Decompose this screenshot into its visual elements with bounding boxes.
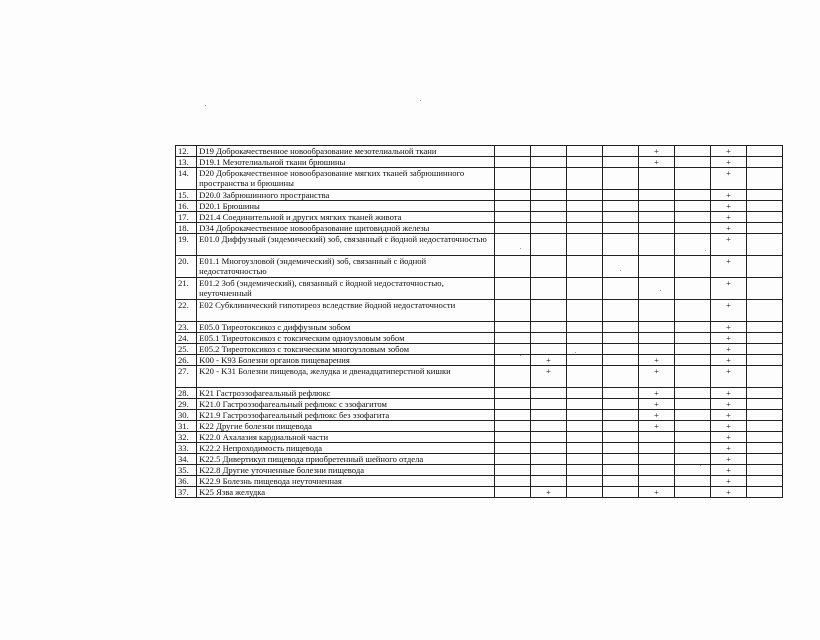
mark-cell-5: + (638, 410, 674, 421)
diagnosis-name: E02 Субклинический гипотиреоз вследствие йодной недостаточности (197, 300, 495, 322)
mark-cell-5 (638, 212, 674, 223)
mark-cell-5 (638, 201, 674, 212)
table-row (176, 146, 783, 157)
mark-cell-8 (746, 421, 782, 432)
mark-cell-6 (674, 157, 710, 168)
mark-cell-6 (674, 465, 710, 476)
mark-cell-3 (566, 256, 602, 278)
mark-cell-6 (674, 168, 710, 190)
mark-cell-1 (494, 157, 530, 168)
diagnosis-name: E05.0 Тиреотоксикоз с диффузным зобом (197, 322, 495, 333)
mark-cell-1 (494, 487, 530, 498)
mark-cell-7: + (710, 322, 746, 333)
mark-cell-6 (674, 355, 710, 366)
mark-cell-8 (746, 201, 782, 212)
scan-speck (705, 250, 706, 251)
mark-cell-7: + (710, 190, 746, 201)
table-row (176, 256, 783, 278)
mark-cell-1 (494, 476, 530, 487)
mark-cell-7: + (710, 256, 746, 278)
mark-cell-5 (638, 432, 674, 443)
mark-cell-5: + (638, 421, 674, 432)
mark-cell-3 (566, 476, 602, 487)
table-row (176, 487, 783, 498)
mark-cell-3 (566, 223, 602, 234)
mark-cell-8 (746, 454, 782, 465)
diagnosis-name: D19 Доброкачественное новообразование мезотелиальной ткани (197, 146, 495, 157)
row-number: 36. (176, 476, 197, 487)
mark-cell-3 (566, 487, 602, 498)
mark-cell-7: + (710, 355, 746, 366)
mark-cell-8 (746, 157, 782, 168)
mark-cell-3 (566, 366, 602, 388)
diagnosis-name: K21.9 Гастроэзофагеальный рефлюкс без эзофагита (197, 410, 495, 421)
mark-cell-5: + (638, 388, 674, 399)
mark-cell-6 (674, 454, 710, 465)
diagnosis-name: K22.9 Болезнь пищевода неуточненная (197, 476, 495, 487)
mark-cell-2 (530, 234, 566, 256)
mark-cell-4 (602, 355, 638, 366)
mark-cell-2 (530, 410, 566, 421)
mark-cell-6 (674, 476, 710, 487)
mark-cell-2 (530, 278, 566, 300)
mark-cell-4 (602, 399, 638, 410)
mark-cell-8 (746, 333, 782, 344)
mark-cell-4 (602, 212, 638, 223)
diagnosis-name: K22.0 Ахалазия кардиальной части (197, 432, 495, 443)
mark-cell-4 (602, 421, 638, 432)
diagnosis-name: D20.0 Забрюшинного пространства (197, 190, 495, 201)
mark-cell-4 (602, 465, 638, 476)
mark-cell-1 (494, 256, 530, 278)
table-row (176, 355, 783, 366)
mark-cell-3 (566, 234, 602, 256)
row-number: 31. (176, 421, 197, 432)
mark-cell-2 (530, 146, 566, 157)
mark-cell-6 (674, 443, 710, 454)
mark-cell-8 (746, 465, 782, 476)
mark-cell-7: + (710, 487, 746, 498)
mark-cell-8 (746, 223, 782, 234)
mark-cell-1 (494, 421, 530, 432)
mark-cell-3 (566, 300, 602, 322)
mark-cell-4 (602, 157, 638, 168)
row-number: 18. (176, 223, 197, 234)
mark-cell-1 (494, 443, 530, 454)
table-row (176, 201, 783, 212)
mark-cell-2: + (530, 487, 566, 498)
row-number: 16. (176, 201, 197, 212)
mark-cell-6 (674, 256, 710, 278)
scan-speck (660, 290, 661, 291)
mark-cell-3 (566, 421, 602, 432)
mark-cell-2 (530, 399, 566, 410)
mark-cell-8 (746, 388, 782, 399)
row-number: 37. (176, 487, 197, 498)
mark-cell-5 (638, 333, 674, 344)
mark-cell-2 (530, 300, 566, 322)
mark-cell-7: + (710, 410, 746, 421)
mark-cell-4 (602, 278, 638, 300)
mark-cell-1 (494, 278, 530, 300)
mark-cell-1 (494, 410, 530, 421)
mark-cell-1 (494, 322, 530, 333)
mark-cell-1 (494, 366, 530, 388)
mark-cell-6 (674, 234, 710, 256)
diagnosis-name: D20 Доброкачественное новообразование мягких тканей забрюшинного пространства и брюшины (197, 168, 495, 190)
mark-cell-7: + (710, 212, 746, 223)
mark-cell-2 (530, 476, 566, 487)
mark-cell-8 (746, 190, 782, 201)
mark-cell-5 (638, 234, 674, 256)
mark-cell-7: + (710, 146, 746, 157)
mark-cell-4 (602, 322, 638, 333)
mark-cell-1 (494, 344, 530, 355)
diagnosis-name: E01.0 Диффузный (эндемический) зоб, связанный с йодной недостаточностью (197, 234, 495, 256)
table-row (176, 168, 783, 190)
mark-cell-8 (746, 234, 782, 256)
mark-cell-2 (530, 157, 566, 168)
row-number: 24. (176, 333, 197, 344)
mark-cell-3 (566, 388, 602, 399)
mark-cell-7: + (710, 344, 746, 355)
mark-cell-5: + (638, 146, 674, 157)
mark-cell-7: + (710, 234, 746, 256)
mark-cell-1 (494, 355, 530, 366)
diagnosis-name: K21 Гастроэзофагеальный рефлюкс (197, 388, 495, 399)
diagnosis-name: K21.0 Гастроэзофагеальный рефлюкс с эзофагитом (197, 399, 495, 410)
table-row (176, 432, 783, 443)
row-number: 19. (176, 234, 197, 256)
diagnosis-name: K20 - K31 Болезни пищевода, желудка и двенадцатиперстной кишки (197, 366, 495, 388)
table-row (176, 212, 783, 223)
row-number: 25. (176, 344, 197, 355)
mark-cell-4 (602, 256, 638, 278)
mark-cell-1 (494, 333, 530, 344)
row-number: 17. (176, 212, 197, 223)
diagnosis-name: E01.1 Многоузловой (эндемический) зоб, связанный с йодной недостаточностью (197, 256, 495, 278)
mark-cell-2 (530, 432, 566, 443)
mark-cell-6 (674, 278, 710, 300)
mark-cell-5 (638, 454, 674, 465)
mark-cell-1 (494, 399, 530, 410)
table-row (176, 465, 783, 476)
diagnosis-name: E01.2 Зоб (эндемический), связанный с йодной недостаточностью, неуточненный (197, 278, 495, 300)
mark-cell-1 (494, 201, 530, 212)
mark-cell-5 (638, 344, 674, 355)
mark-cell-3 (566, 278, 602, 300)
diagnosis-name: E05.2 Тиреотоксикоз с токсическим многоузловым зобом (197, 344, 495, 355)
mark-cell-2 (530, 421, 566, 432)
mark-cell-7: + (710, 421, 746, 432)
mark-cell-8 (746, 146, 782, 157)
mark-cell-2 (530, 344, 566, 355)
scan-speck (700, 465, 701, 466)
mark-cell-7: + (710, 366, 746, 388)
row-number: 20. (176, 256, 197, 278)
mark-cell-1 (494, 234, 530, 256)
mark-cell-5: + (638, 366, 674, 388)
mark-cell-3 (566, 344, 602, 355)
mark-cell-1 (494, 300, 530, 322)
row-number: 22. (176, 300, 197, 322)
mark-cell-7: + (710, 300, 746, 322)
diagnosis-name: D21.4 Соединительной и других мягких тканей живота (197, 212, 495, 223)
diagnosis-name: D20.1 Брюшины (197, 201, 495, 212)
mark-cell-2 (530, 443, 566, 454)
row-number: 14. (176, 168, 197, 190)
mark-cell-2 (530, 333, 566, 344)
table-row (176, 454, 783, 465)
mark-cell-1 (494, 432, 530, 443)
diagnosis-name: K22.8 Другие уточненные болезни пищевода (197, 465, 495, 476)
mark-cell-5 (638, 256, 674, 278)
mark-cell-4 (602, 366, 638, 388)
table-row (176, 190, 783, 201)
row-number: 27. (176, 366, 197, 388)
mark-cell-8 (746, 212, 782, 223)
mark-cell-3 (566, 322, 602, 333)
scan-speck (205, 105, 206, 106)
row-number: 33. (176, 443, 197, 454)
mark-cell-7: + (710, 399, 746, 410)
mark-cell-2 (530, 388, 566, 399)
row-number: 23. (176, 322, 197, 333)
table-row (176, 234, 783, 256)
mark-cell-3 (566, 190, 602, 201)
row-number: 35. (176, 465, 197, 476)
mark-cell-1 (494, 388, 530, 399)
diagnosis-name: D19.1 Мезотелиальной ткани брюшины (197, 157, 495, 168)
row-number: 12. (176, 146, 197, 157)
mark-cell-6 (674, 421, 710, 432)
table-row (176, 476, 783, 487)
mark-cell-6 (674, 344, 710, 355)
mark-cell-4 (602, 300, 638, 322)
mark-cell-4 (602, 146, 638, 157)
mark-cell-6 (674, 399, 710, 410)
mark-cell-4 (602, 487, 638, 498)
table-row (176, 333, 783, 344)
mark-cell-1 (494, 146, 530, 157)
mark-cell-5 (638, 465, 674, 476)
mark-cell-6 (674, 487, 710, 498)
mark-cell-4 (602, 344, 638, 355)
mark-cell-7: + (710, 278, 746, 300)
mark-cell-7: + (710, 223, 746, 234)
mark-cell-3 (566, 333, 602, 344)
mark-cell-8 (746, 168, 782, 190)
table-body (176, 146, 783, 498)
mark-cell-3 (566, 432, 602, 443)
mark-cell-6 (674, 190, 710, 201)
mark-cell-6 (674, 432, 710, 443)
mark-cell-7: + (710, 157, 746, 168)
row-number: 28. (176, 388, 197, 399)
mark-cell-5: + (638, 355, 674, 366)
mark-cell-3 (566, 157, 602, 168)
mark-cell-2 (530, 322, 566, 333)
scan-speck (620, 270, 621, 271)
mark-cell-6 (674, 322, 710, 333)
diagnosis-name: D34 Доброкачественное новообразование щитовидной железы (197, 223, 495, 234)
mark-cell-2 (530, 465, 566, 476)
mark-cell-7: + (710, 454, 746, 465)
table-row (176, 388, 783, 399)
mark-cell-8 (746, 366, 782, 388)
mark-cell-7: + (710, 443, 746, 454)
row-number: 15. (176, 190, 197, 201)
mark-cell-5 (638, 476, 674, 487)
diagnosis-name: K22 Другие болезни пищевода (197, 421, 495, 432)
mark-cell-4 (602, 223, 638, 234)
mark-cell-8 (746, 432, 782, 443)
mark-cell-3 (566, 201, 602, 212)
mark-cell-7: + (710, 168, 746, 190)
table-row (176, 366, 783, 388)
mark-cell-7: + (710, 388, 746, 399)
scan-speck (520, 248, 521, 249)
mark-cell-1 (494, 190, 530, 201)
mark-cell-8 (746, 300, 782, 322)
mark-cell-8 (746, 322, 782, 333)
mark-cell-3 (566, 399, 602, 410)
mark-cell-7: + (710, 465, 746, 476)
mark-cell-4 (602, 234, 638, 256)
mark-cell-1 (494, 465, 530, 476)
mark-cell-2 (530, 168, 566, 190)
mark-cell-7: + (710, 476, 746, 487)
mark-cell-1 (494, 212, 530, 223)
mark-cell-6 (674, 366, 710, 388)
mark-cell-8 (746, 399, 782, 410)
row-number: 26. (176, 355, 197, 366)
row-number: 13. (176, 157, 197, 168)
row-number: 21. (176, 278, 197, 300)
row-number: 29. (176, 399, 197, 410)
mark-cell-3 (566, 146, 602, 157)
table-row (176, 421, 783, 432)
mark-cell-6 (674, 300, 710, 322)
mark-cell-2 (530, 212, 566, 223)
mark-cell-2 (530, 454, 566, 465)
row-number: 32. (176, 432, 197, 443)
row-number: 34. (176, 454, 197, 465)
mark-cell-3 (566, 168, 602, 190)
mark-cell-2: + (530, 366, 566, 388)
mark-cell-3 (566, 410, 602, 421)
scan-speck (575, 352, 576, 353)
diagnosis-name: K25 Язва желудка (197, 487, 495, 498)
mark-cell-2 (530, 256, 566, 278)
mark-cell-4 (602, 190, 638, 201)
mark-cell-5: + (638, 399, 674, 410)
mark-cell-6 (674, 223, 710, 234)
diagnosis-name: K22.2 Непроходимость пищевода (197, 443, 495, 454)
mark-cell-2 (530, 223, 566, 234)
mark-cell-5 (638, 443, 674, 454)
mark-cell-2: + (530, 355, 566, 366)
mark-cell-8 (746, 487, 782, 498)
mark-cell-3 (566, 212, 602, 223)
mark-cell-4 (602, 432, 638, 443)
mark-cell-8 (746, 344, 782, 355)
mark-cell-4 (602, 201, 638, 212)
diagnosis-name: K00 - K93 Болезни органов пищеварения (197, 355, 495, 366)
table-row (176, 410, 783, 421)
mark-cell-2 (530, 190, 566, 201)
mark-cell-4 (602, 454, 638, 465)
mark-cell-5 (638, 190, 674, 201)
mark-cell-1 (494, 168, 530, 190)
mark-cell-6 (674, 388, 710, 399)
mark-cell-8 (746, 256, 782, 278)
table-row (176, 278, 783, 300)
mark-cell-7: + (710, 432, 746, 443)
scan-speck (420, 100, 421, 101)
table-row (176, 322, 783, 333)
mark-cell-4 (602, 476, 638, 487)
mark-cell-7: + (710, 201, 746, 212)
mark-cell-4 (602, 168, 638, 190)
mark-cell-3 (566, 443, 602, 454)
mark-cell-6 (674, 201, 710, 212)
mark-cell-8 (746, 410, 782, 421)
mark-cell-1 (494, 223, 530, 234)
mark-cell-5 (638, 168, 674, 190)
mark-cell-3 (566, 465, 602, 476)
mark-cell-4 (602, 388, 638, 399)
table-row (176, 300, 783, 322)
mark-cell-8 (746, 443, 782, 454)
mark-cell-5 (638, 322, 674, 333)
mark-cell-4 (602, 410, 638, 421)
mark-cell-1 (494, 454, 530, 465)
mark-cell-4 (602, 333, 638, 344)
table-row (176, 399, 783, 410)
diagnosis-name: K22.5 Дивертикул пищевода приобретенный шейного отдела (197, 454, 495, 465)
row-number: 30. (176, 410, 197, 421)
mark-cell-6 (674, 212, 710, 223)
mark-cell-5: + (638, 487, 674, 498)
mark-cell-3 (566, 355, 602, 366)
mark-cell-5 (638, 300, 674, 322)
mark-cell-3 (566, 454, 602, 465)
mark-cell-5 (638, 223, 674, 234)
mark-cell-5: + (638, 157, 674, 168)
mark-cell-5 (638, 278, 674, 300)
table-row (176, 344, 783, 355)
table-row (176, 157, 783, 168)
disease-code-table (175, 145, 783, 498)
scan-speck (520, 355, 521, 356)
mark-cell-6 (674, 333, 710, 344)
mark-cell-7: + (710, 333, 746, 344)
table-row (176, 223, 783, 234)
mark-cell-8 (746, 476, 782, 487)
mark-cell-8 (746, 355, 782, 366)
mark-cell-6 (674, 146, 710, 157)
mark-cell-8 (746, 278, 782, 300)
mark-cell-2 (530, 201, 566, 212)
mark-cell-6 (674, 410, 710, 421)
diagnosis-name: E05.1 Тиреотоксикоз с токсическим одноузловым зобом (197, 333, 495, 344)
table-row (176, 443, 783, 454)
mark-cell-4 (602, 443, 638, 454)
